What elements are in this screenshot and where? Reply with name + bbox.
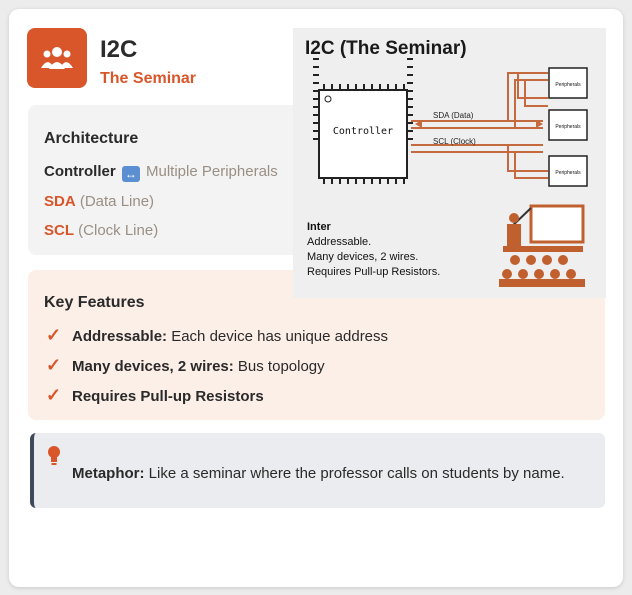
lightbulb-icon [46, 445, 62, 472]
controller-chip-label: Controller [332, 126, 394, 137]
page-title: I2C [100, 36, 138, 63]
key-features-heading: Key Features [44, 294, 145, 311]
inter-line: Many devices, 2 wires. [307, 251, 419, 263]
metaphor-body: Like a seminar where the professor calls on students by name. [144, 465, 565, 482]
seminar-icon [499, 206, 585, 287]
i2c-illustration [293, 28, 606, 298]
scl-line [44, 222, 158, 239]
svg-text:Peripherals: Peripherals [555, 82, 581, 88]
sda-line [44, 193, 154, 210]
feature-bold: Many devices, 2 wires: [72, 358, 234, 375]
feature-item [46, 385, 264, 406]
check-icon: ✓ [46, 325, 62, 345]
architecture-heading: Architecture [44, 130, 139, 147]
inter-line: Requires Pull-up Resistors. [307, 266, 441, 278]
peripheral-chip [549, 156, 587, 186]
feature-bold: Requires Pull-up Resistors [72, 388, 264, 405]
feature-item [46, 355, 325, 376]
feature-text: Bus topology [233, 358, 325, 375]
svg-text:Peripherals: Peripherals [555, 124, 581, 130]
feature-text: Each device has unique address [167, 328, 389, 345]
sda-label: SDA [44, 193, 76, 210]
feature-bold: Addressable: [72, 328, 168, 345]
metaphor-label: Metaphor: [72, 465, 145, 482]
controller-chip [313, 59, 413, 184]
inter-line: Addressable. [307, 236, 372, 248]
illustration-title: I2C (The Seminar) [305, 38, 467, 59]
peripheral-chip [549, 110, 587, 140]
peripheral-chip [549, 68, 587, 98]
users-icon [27, 28, 87, 88]
feature-item [46, 325, 388, 346]
scl-desc: (Clock Line) [78, 222, 159, 239]
swap-icon: ↔ [122, 166, 140, 182]
check-icon: ✓ [46, 385, 62, 405]
check-icon: ✓ [46, 355, 62, 375]
sda-wire-label: SDA (Data) [433, 111, 474, 120]
metaphor-text [72, 465, 565, 482]
controller-line [44, 163, 278, 182]
peripherals-label: Multiple Peripherals [146, 163, 278, 180]
controller-label: Controller [44, 163, 116, 180]
scl-wire-label: SCL (Clock) [433, 137, 476, 146]
inter-title: Inter [307, 221, 331, 233]
sda-desc: (Data Line) [79, 193, 155, 210]
page-subtitle: The Seminar [100, 70, 197, 87]
svg-text:Peripherals: Peripherals [555, 170, 581, 176]
scl-label: SCL [44, 222, 74, 239]
